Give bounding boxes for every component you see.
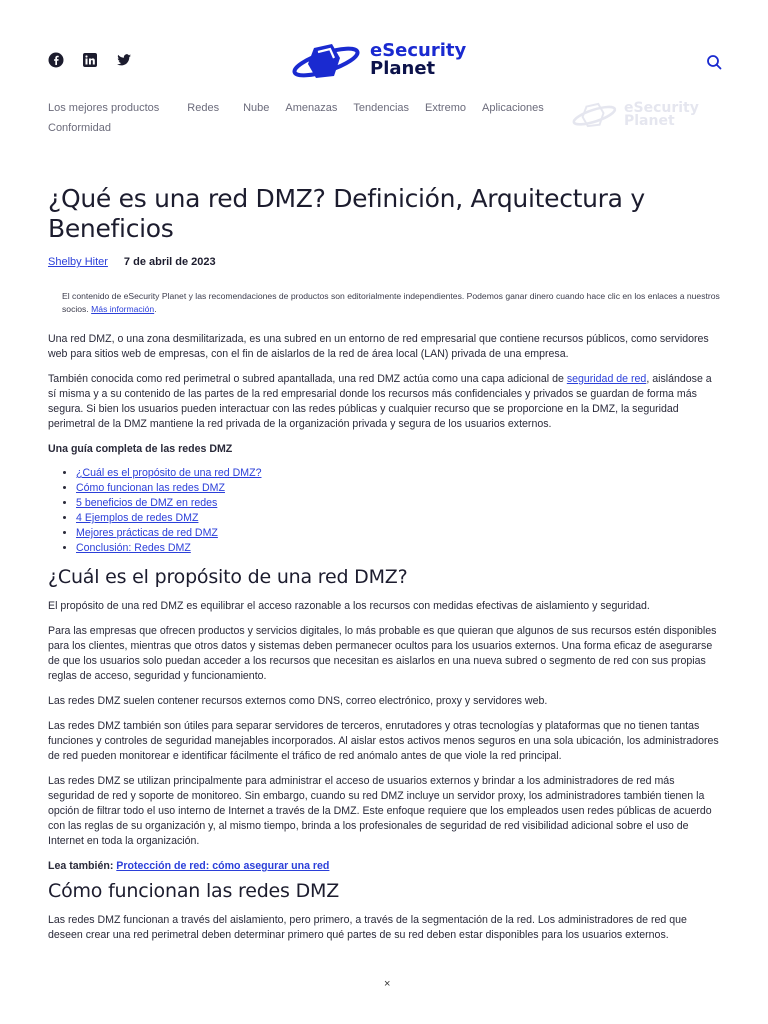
toc-link-ejemplos[interactable]: 4 Ejemplos de redes DMZ xyxy=(76,512,199,524)
read-also-link[interactable]: Protección de red: cómo asegurar una red xyxy=(116,860,330,872)
section-heading: Cómo funcionan las redes DMZ xyxy=(48,880,340,902)
nav-item-aplicaciones[interactable]: Aplicaciones xyxy=(481,102,544,114)
nav-item-tendencias[interactable]: Tendencias xyxy=(353,102,410,114)
nav-item-nube[interactable]: Nube xyxy=(243,102,270,114)
search-icon[interactable] xyxy=(706,54,722,70)
nav-item-redes[interactable]: Redes xyxy=(187,102,220,114)
toc-item xyxy=(76,511,722,526)
network-security-link[interactable]: seguridad de red xyxy=(566,373,647,385)
paragraph-text: , aislándose a sí misma y a su contenido de las partes de la red empresarial donde los recursos más confidenciales y privados se guardan de forma más segura. Si bien los usuarios pueden interactuar con las redes públicas y cualquier recurso que se proporcione en la DMZ, la seguridad perimetral de la DMZ mantiene la red privada de la organización privada y segura de los usuarios externos. xyxy=(48,373,712,430)
toc-link-conclusion[interactable]: Conclusión: Redes DMZ xyxy=(76,542,191,554)
site-header xyxy=(0,0,768,100)
twitter-icon[interactable] xyxy=(116,52,132,68)
paragraph: Las redes DMZ suelen contener recursos externos como DNS, correo electrónico, proxy y servidores web. xyxy=(48,695,548,707)
faded-logo xyxy=(570,100,710,132)
facebook-icon[interactable] xyxy=(48,52,64,68)
nav-item-mejores-productos[interactable]: Los mejores productos xyxy=(48,102,160,114)
more-info-link[interactable]: Más información xyxy=(91,304,155,314)
article-body xyxy=(48,332,722,943)
toc-item xyxy=(76,541,722,556)
toc-link-funcionan[interactable]: Cómo funcionan las redes DMZ xyxy=(76,482,225,494)
paragraph xyxy=(48,372,722,432)
toc-link-proposito[interactable]: ¿Cuál es el propósito de una red DMZ? xyxy=(76,467,262,479)
toc-title: Una guía completa de las redes DMZ xyxy=(48,443,233,455)
paragraph: Las redes DMZ también son útiles para separar servidores de terceros, enrutadores y otras tecnologías y plataformas que no tienen tantas funciones y controles de seguridad manejables incorporados. Al aislar estos activos menos seguros en una sola ubicación, los administradores de red pueden monitorear e identificar fácilmente el tráfico de red anómalo antes de que viole la red principal. xyxy=(48,720,719,762)
article-meta xyxy=(48,256,722,268)
toc-item xyxy=(76,496,722,511)
toc-item xyxy=(76,466,722,481)
section-heading: ¿Cuál es el propósito de una red DMZ? xyxy=(48,566,408,588)
planet-logo-icon xyxy=(570,100,620,130)
main-nav xyxy=(48,98,568,138)
paragraph: Para las empresas que ofrecen productos y servicios digitales, lo más probable es que quieran que algunos de sus recursos estén disponibles para los clientes, mientras que otros datos y sistemas deben permanecer ocultos para los usuarios externos. Una forma eficaz de asegurarse de que los usuarios solo puedan acceder a los recursos que necesitan es aislarlos en una nueva subred o segmento de red con sus propias reglas de acceso, seguridad y funcionamiento. xyxy=(48,625,717,682)
paragraph: Una red DMZ, o una zona desmilitarizada, es una subred en un entorno de red empresarial que contiene recursos públicos, como servidores web para sitios web de empresas, con el fin de aislarlos de la red de área local (LAN) privada de una empresa. xyxy=(48,333,709,360)
article xyxy=(48,184,722,953)
toc-item xyxy=(76,526,722,541)
social-links xyxy=(48,52,132,68)
paragraph: Las redes DMZ funcionan a través del aislamiento, pero primero, a través de la segmentación de la red. Los administradores de red que deseen crear una red perimetral deben determinar primero qué partes de su red deben estar disponibles para los usuarios externos. xyxy=(48,914,687,941)
author-link[interactable]: Shelby Hiter xyxy=(48,256,108,268)
table-of-contents xyxy=(48,466,722,556)
nav-item-conformidad[interactable]: Conformidad xyxy=(48,122,111,134)
read-also-label: Lea también: xyxy=(48,860,114,872)
paragraph: El propósito de una red DMZ es equilibrar el acceso razonable a los recursos con medidas efectivas de aislamiento y seguridad. xyxy=(48,600,650,612)
nav-row xyxy=(48,98,568,118)
toc-link-practicas[interactable]: Mejores prácticas de red DMZ xyxy=(76,527,218,539)
nav-item-extremo[interactable]: Extremo xyxy=(425,102,466,114)
toc-link-beneficios[interactable]: 5 beneficios de DMZ en redes xyxy=(76,497,218,509)
faded-logo-wordmark: eSecurity Planet xyxy=(624,100,699,129)
article-title: ¿Qué es una red DMZ? Definición, Arquitectura y Beneficios xyxy=(48,184,645,243)
nav-item-amenazas[interactable]: Amenazas xyxy=(285,102,338,114)
read-also xyxy=(48,859,722,874)
publish-date: 7 de abril de 2023 xyxy=(123,256,216,268)
logo-wordmark: eSecurity Planet xyxy=(370,40,467,79)
disclaimer-text: El contenido de eSecurity Planet y las recomendaciones de productos son editorialmente independientes. Podemos ganar dinero cuando hace clic en los enlaces a nuestros socios. xyxy=(62,291,720,314)
editorial-disclaimer: El contenido de eSecurity Planet y las recomendaciones de productos son editorialmente independientes. Podemos ganar dinero cuando hace clic en los enlaces a nuestros socios. Más información. xyxy=(62,291,720,314)
planet-logo-icon xyxy=(292,38,362,84)
paragraph-text: También conocida como red perimetral o subred apantallada, una red DMZ actúa como una capa adicional de xyxy=(48,373,567,385)
site-logo[interactable] xyxy=(292,38,482,86)
nav-row xyxy=(48,118,568,138)
toc-item xyxy=(76,481,722,496)
linkedin-icon[interactable] xyxy=(82,52,98,68)
paragraph: Las redes DMZ se utilizan principalmente para administrar el acceso de usuarios externos y brindar a los administradores de red más seguridad de red y soporte de monitoreo. Sin embargo, cuando su red DMZ incluye un servidor proxy, los administradores también tienen la opción de filtrar todo el uso interno de Internet a través de la DMZ. Este enfoque requiere que los empleados usen redes públicas de acuerdo con las reglas de su organización y, al mismo tiempo, brinda a los profesionales de seguridad de red visibilidad adicional sobre el uso de Internet en toda la organización. xyxy=(48,775,712,847)
close-icon[interactable]: × xyxy=(384,978,391,990)
